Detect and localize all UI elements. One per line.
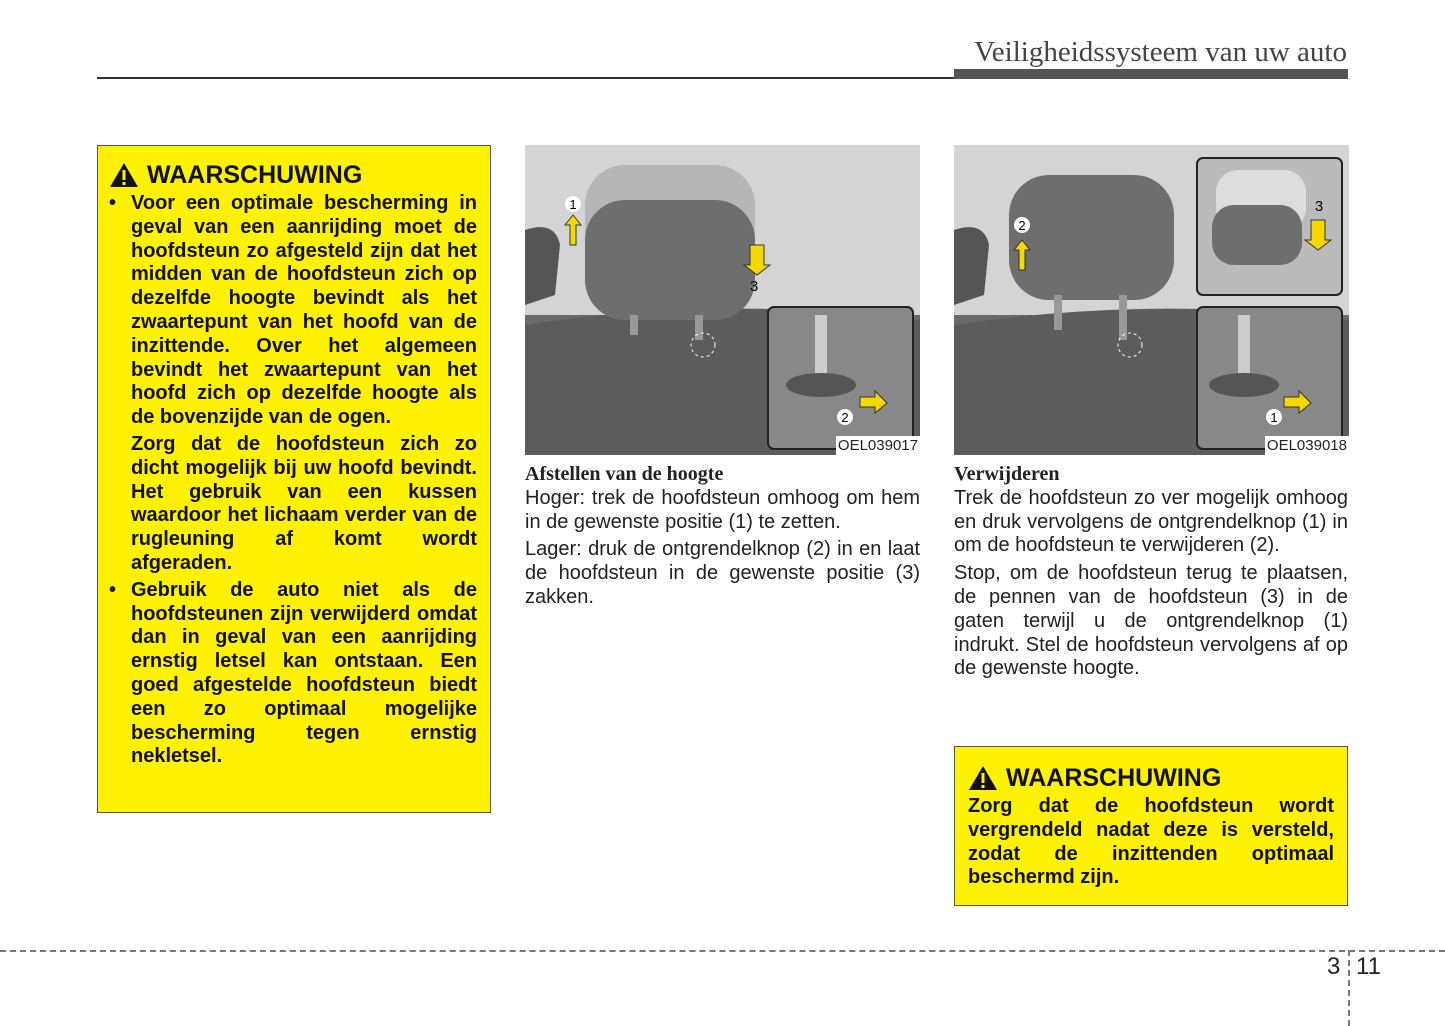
warning-bullet: • Voor een optimale bescherming in geval van een aanrijding moet de hoofdsteun zo afgesteld zijn dat het midden van de hoofdsteun zich op dezelfde hoogte bevindt als het zwaartepunt van het hoofd van de inzittende. Over het algemeen bevindt het zwaartepunt van het hoofd zich op dezelfde hoogte als de bovenzijde van de ogen.: [109, 192, 477, 429]
callout-2: 2: [841, 410, 849, 425]
paragraph: Lager: druk de ontgrendelknop (2) in en laat de hoofdsteun in de gewenste positie (3) zakken.: [525, 538, 920, 608]
warning-heading: WAARSCHUWING: [968, 763, 1334, 793]
callout-1: 1: [1270, 410, 1278, 425]
figure-remove: [954, 145, 1349, 455]
warning-box-right: [954, 746, 1348, 906]
section-remove: [954, 463, 1348, 685]
warning-bullet: • Gebruik de auto niet als de hoofdsteunen zijn verwijderd omdat dan in geval van een aanrijding ernstig letsel kan ontstaan. Een goed afgestelde hoofdsteun biedt een zo optimaal mogelijke bescherming tegen ernstig nekletsel.: [109, 578, 477, 768]
headrest-illustration: [525, 145, 920, 455]
callout-3: 3: [749, 278, 759, 295]
header-rule: [97, 77, 955, 79]
section-heading: Verwijderen: [954, 463, 1060, 485]
footer-divider: [1348, 950, 1350, 1026]
callout-1: 1: [569, 197, 577, 212]
figure-code: OEL039017: [837, 437, 918, 454]
page-number: 11: [1356, 953, 1381, 980]
section-heading: Afstellen van de hoogte: [525, 463, 724, 485]
paragraph: Stop, om de hoofdsteun terug te plaatsen, de pennen van de hoofdsteun (3) in de gaten terwijl u de ontgrendelknop (1) indrukt. Stel de hoofdsteun vervolgens af op de gewenste hoogte.: [954, 562, 1348, 680]
paragraph: Trek de hoofdsteun zo ver mogelijk omhoog en druk vervolgens de ontgrendelknop (1) in om de hoofdsteun te verwijderen (2).: [954, 486, 1348, 557]
warning-bullet-continuation: Zorg dat de hoofdsteun zich zo dicht mogelijk bij uw hoofd bevindt. Het gebruik van een kussen waardoor het lichaam verder van de rugleuning af komt wordt afgeraden.: [131, 432, 477, 574]
footer-rule: [0, 950, 1445, 952]
section-header-title: Veiligheidssysteem van uw auto: [974, 36, 1347, 68]
warning-triangle-icon: [968, 765, 998, 791]
warning-box-left: [97, 145, 491, 813]
headrest-removal-illustration: [954, 145, 1349, 455]
warning-text: Zorg dat de hoofdsteun wordt vergrendeld nadat deze is versteld, zodat de inzittenden optimaal beschermd zijn.: [968, 795, 1334, 889]
figure-code: OEL039018: [1266, 437, 1347, 454]
warning-heading: WAARSCHUWING: [109, 160, 477, 190]
section-height-adjust: [525, 463, 920, 614]
chapter-number: 3: [1327, 953, 1341, 980]
callout-3: 3: [1314, 198, 1324, 215]
callout-2: 2: [1018, 218, 1026, 233]
paragraph: Hoger: trek de hoofdsteun omhoog om hem in de gewenste positie (1) te zetten.: [525, 486, 920, 533]
warning-triangle-icon: [109, 162, 139, 188]
header-bar: [954, 69, 1348, 79]
figure-height-adjust: [525, 145, 920, 455]
